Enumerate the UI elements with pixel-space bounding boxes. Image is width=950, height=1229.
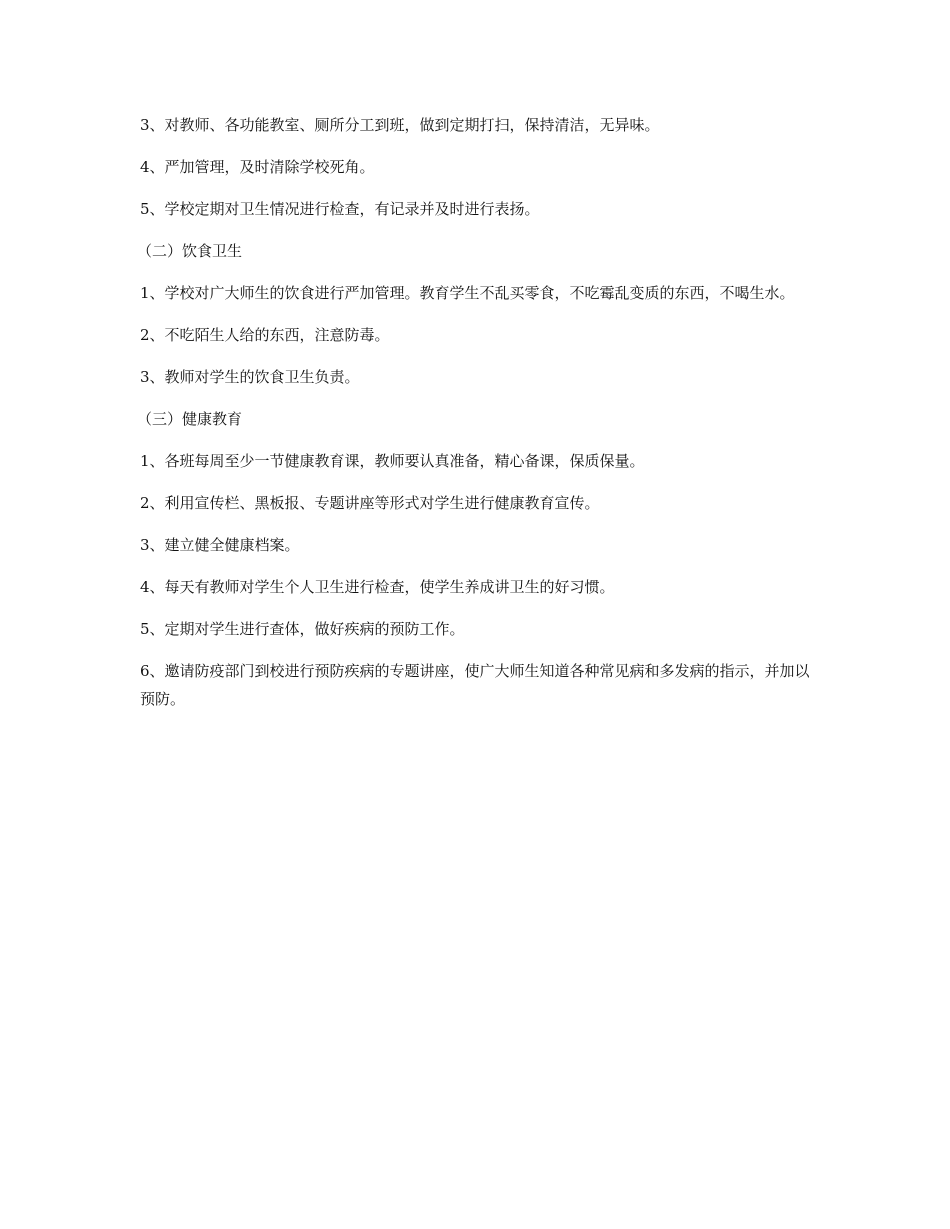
- list-item: 2、利用宣传栏、黑板报、专题讲座等形式对学生进行健康教育宣传。: [140, 494, 600, 512]
- list-item: 4、严加管理，及时清除学校死角。: [140, 158, 375, 176]
- list-item: 1、学校对广大师生的饮食进行严加管理。教育学生不乱买零食，不吃霉乱变质的东西，不喝生水。: [140, 284, 795, 302]
- section-heading: （三）健康教育: [137, 410, 243, 428]
- list-item: 6、邀请防疫部门到校进行预防疾病的专题讲座，使广大师生知道各种常见病和多发病的指示，并加以预防。: [140, 662, 810, 708]
- list-item: 3、建立健全健康档案。: [140, 536, 300, 554]
- section-heading: （二）饮食卫生: [137, 242, 243, 260]
- list-item: 2、不吃陌生人给的东西，注意防毒。: [140, 326, 390, 344]
- list-item: 1、各班每周至少一节健康教育课，教师要认真准备，精心备课，保质保量。: [140, 452, 645, 470]
- list-item: 3、对教师、各功能教室、厕所分工到班，做到定期打扫，保持清洁，无异味。: [140, 116, 660, 134]
- list-item: 5、定期对学生进行查体，做好疾病的预防工作。: [140, 620, 465, 638]
- list-item: 5、学校定期对卫生情况进行检查，有记录并及时进行表扬。: [140, 200, 540, 218]
- document-body: [137, 111, 810, 727]
- list-item: 4、每天有教师对学生个人卫生进行检查，使学生养成讲卫生的好习惯。: [140, 578, 615, 596]
- list-item: 3、教师对学生的饮食卫生负责。: [140, 368, 360, 386]
